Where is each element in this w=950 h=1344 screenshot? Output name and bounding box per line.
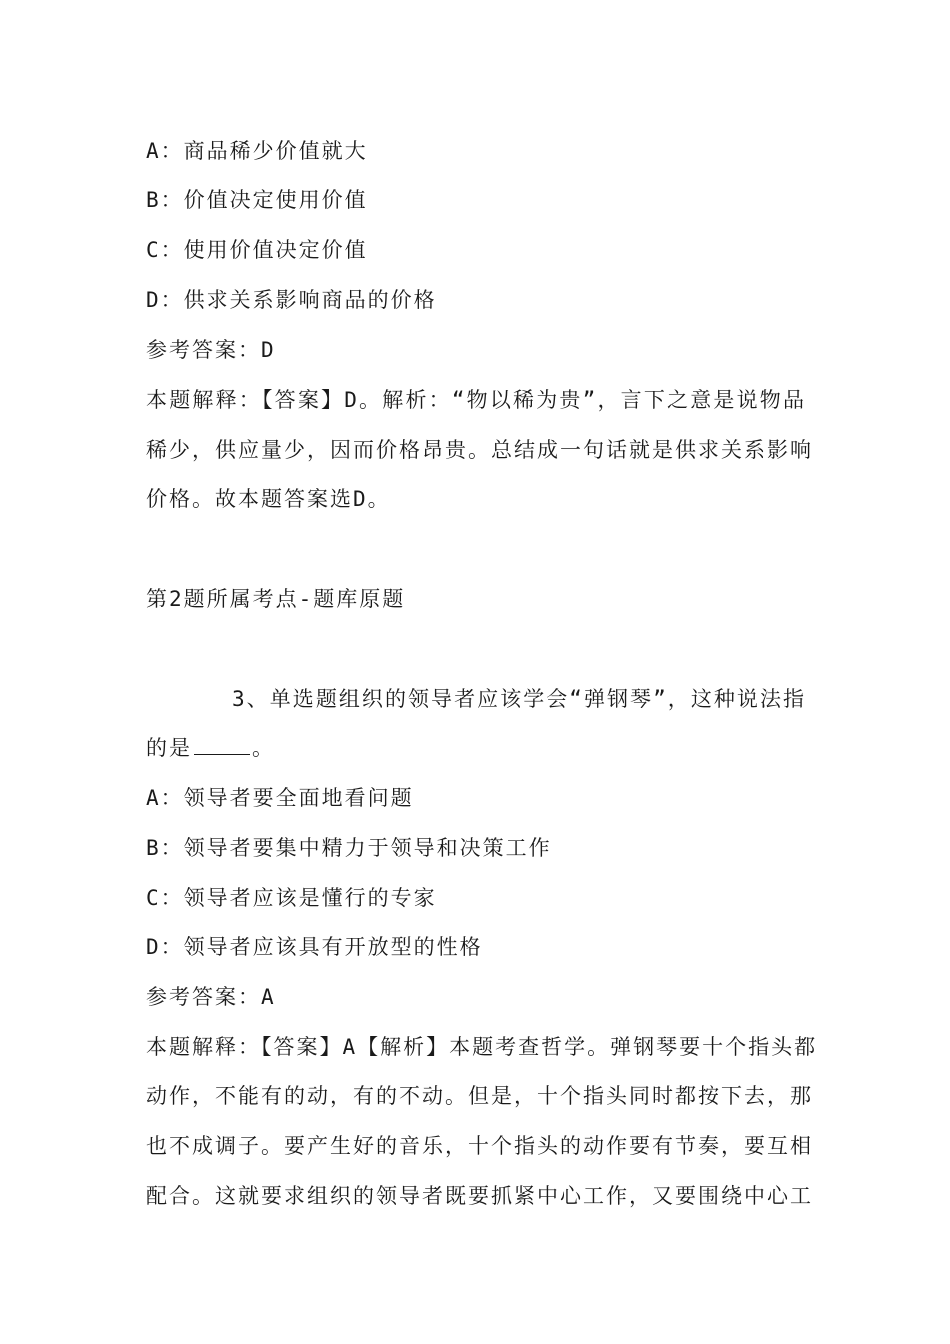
q3-option-a: A：领导者要全面地看问题 <box>146 786 414 810</box>
q2-explanation-line: 稀少，供应量少，因而价格昂贵。总结成一句话就是供求关系影响 <box>146 438 813 462</box>
q3-stem-line <box>146 734 806 762</box>
q3-stem-suffix: 。 <box>252 736 275 760</box>
q2-topic: 第2题所属考点-题库原题 <box>146 587 406 611</box>
q3-explanation-line: 动作，不能有的动，有的不动。但是，十个指头同时都按下去，那 <box>146 1084 813 1108</box>
q3-option-c: C：领导者应该是懂行的专家 <box>146 886 437 910</box>
q2-answer: 参考答案：D <box>146 338 276 362</box>
q2-explanation-line: 价格。故本题答案选D。 <box>146 487 391 511</box>
q3-stem-prefix: 的是 <box>146 736 192 760</box>
q2-explanation-line: 本题解释：【答案】D。解析：“物以稀为贵”，言下之意是说物品 <box>146 388 806 412</box>
q3-option-b: B：领导者要集中精力于领导和决策工作 <box>146 836 552 860</box>
q3-option-d: D：领导者应该具有开放型的性格 <box>146 935 483 959</box>
q3-explanation-line: 本题解释：【答案】A【解析】本题考查哲学。弹钢琴要十个指头都 <box>146 1035 818 1059</box>
q2-option-b: B：价值决定使用价值 <box>146 188 368 212</box>
q2-option-c: C：使用价值决定价值 <box>146 238 368 262</box>
q3-answer: 参考答案：A <box>146 985 276 1009</box>
q2-option-a: A：商品稀少价值就大 <box>146 139 368 163</box>
q3-explanation-line: 配合。这就要求组织的领导者既要抓紧中心工作，又要围绕中心工 <box>146 1184 813 1208</box>
q3-explanation-line: 也不成调子。要产生好的音乐，十个指头的动作要有节奏，要互相 <box>146 1134 813 1158</box>
answer-blank <box>194 736 250 755</box>
q3-stem-line: 3、单选题组织的领导者应该学会“弹钢琴”，这种说法指 <box>232 687 806 711</box>
q2-option-d: D：供求关系影响商品的价格 <box>146 288 437 312</box>
